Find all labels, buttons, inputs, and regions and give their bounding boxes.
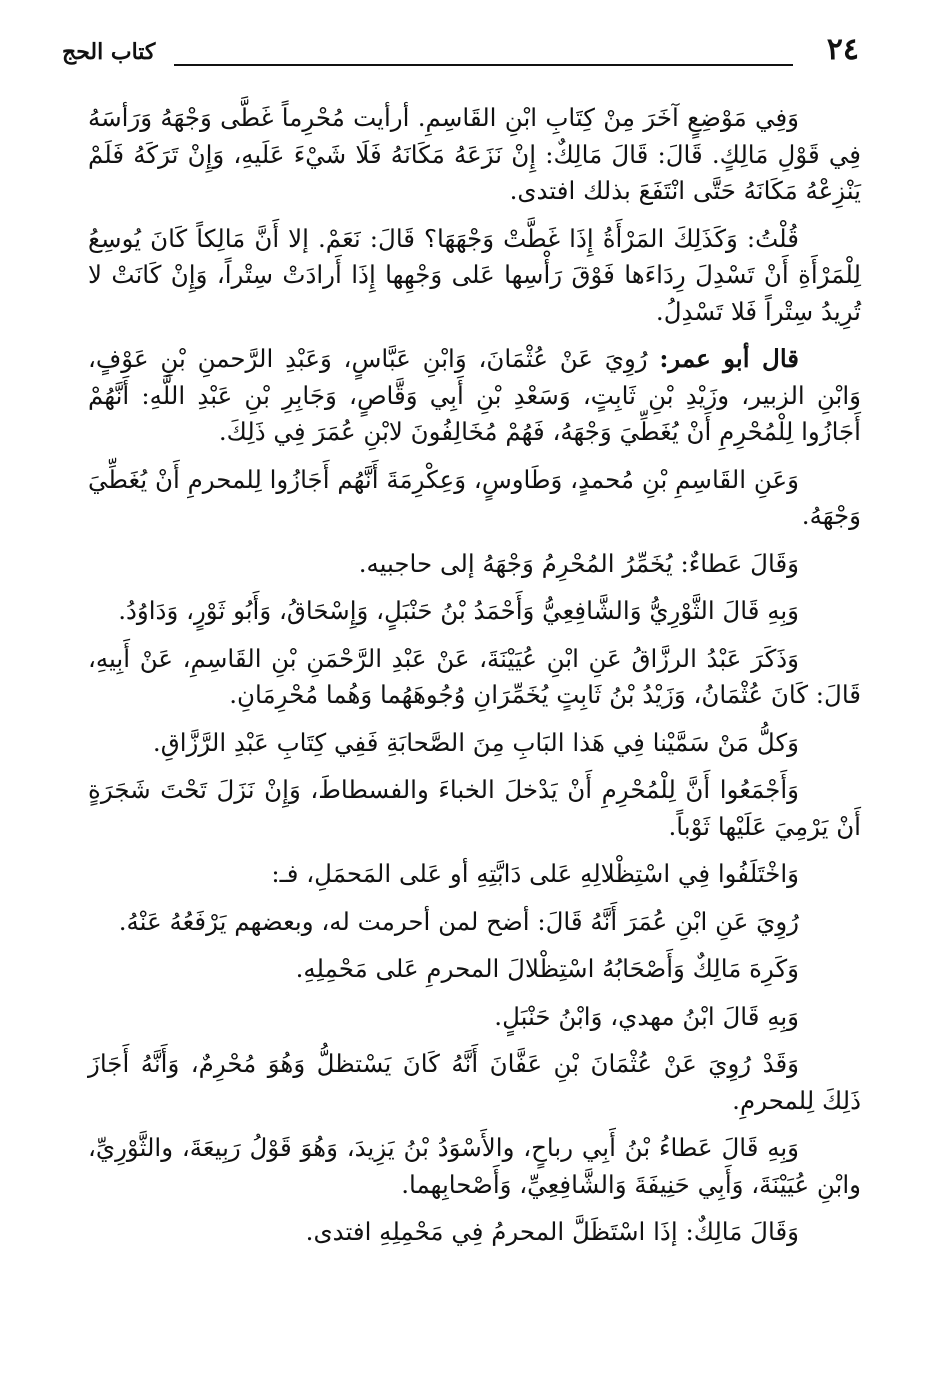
paragraph-text: وَفِي مَوْضِعٍ آخَرَ مِنْ كِتَابِ ابْنِ القَاسِمِ. أرأيت مُحْرِماً غَطَّى وَجْهَهُ وَرَأسَهُ فِي قَوْلِ مَالِكٍ. قَالَ: قَالَ مَالِكٌ: إِنْ نَزَعَهُ مَكَانَهُ فَلَا شَيْءَ عَلَيهِ، وَإِنْ تَرَكَهُ فَلَمْ يَنْزِعْهُ مَكَانَهُ حَتَّى انْتَفَعَ بذلك افتدى. (88, 103, 861, 205)
paragraph-text: وَقَدْ رُوِيَ عَنْ عُثْمَانَ بْنِ عَفَّانَ أَنَّهُ كَانَ يَسْتظلُّ وَهُوَ مُحْرِمٌ، وَأَنَّهُ أَجَازَ ذَلِكَ لِلمحرمِ. (88, 1049, 861, 1115)
paragraph (88, 1130, 861, 1203)
speaker-label: قال أبو عمر: (659, 344, 799, 373)
paragraph (88, 856, 861, 893)
header-rule (174, 64, 793, 66)
page-number: ٢٤ (826, 32, 859, 67)
paragraph-text: وَبِهِ قَالَ ابْنُ مهدي، وَابْنُ حَنْبَلٍ. (494, 1001, 799, 1031)
paragraph (88, 904, 861, 941)
paragraph (88, 1214, 861, 1251)
paragraph-text: قُلْتُ: وَكَذَلِكَ المَرْأَةُ إِذَا غَطَّتْ وَجْهَهَا؟ قَالَ: نَعَمْ. إلا أَنَّ مَالِكاً كَانَ يُوسِعُ لِلْمَرْأَةِ أَنْ تَسْدِلَ رِدَاءَها فَوْقَ رَأْسِها عَلى وَجْهِها إِذَا أَرادَتْ سِتْراً، وَإِنْ كَانَتْ لا تُرِيدُ سِتْراً فَلا تَسْدِلُ. (88, 223, 861, 326)
paragraph-text: وَذَكَرَ عَبْدُ الرزَّاقُ عَنِ ابْنِ عُيَيْنَةَ، عَنْ عَبْدِ الرَّحْمَنِ بْنِ القَاسِمِ، عَنْ أَبِيهِ، قَالَ: كَانَ عُثْمَانُ، وَزَيْدُ بْنُ ثَابِتٍ يُخَمِّرَانِ وُجُوهَهُما وَهُما مُحْرِمَانِ. (88, 643, 861, 709)
paragraph-text: وَقَالَ مَالِكٌ: إذَا اسْتَظَلَّ المحرمُ فِي مَحْمِلِهِ افتدى. (305, 1217, 799, 1246)
running-title: كتاب الحج (62, 39, 156, 65)
paragraph-text: رُوِيَ عَنْ عُثْمَانَ، وَابْنِ عَبَّاسٍ، وَعَبْدِ الرَّحمنِ بْنِ عَوْفٍ، وَابْنِ الزبير، وزَيْدِ بْنِ ثَابِتٍ، وَسَعْدِ بْنِ أَبِي وَقَّاصٍ، وَجَابِرِ بْنِ عَبْدِ اللَّهِ: أَنَّهُمْ أَجَازُوا لِلْمُحْرِمِ أَنْ يُغَطِّيَ وَجْهَهُ، فَهُمْ مُخَالِفُونَ لابْنِ عُمَرَ فِي ذَلِكَ. (88, 344, 862, 446)
paragraph (88, 593, 861, 630)
paragraph-text: وَأَجْمَعُوا أَنَّ لِلْمُحْرِمِ أَنْ يَدْخلَ الخباءَ والفسطاطَ، وَإِنْ نَزَلَ تَحْتَ شَجَرَةٍ أَنْ يَرْمِيَ عَلَيْها ثَوْباً. (88, 775, 861, 841)
paragraph (88, 772, 861, 845)
paragraph (88, 951, 861, 988)
paragraph (88, 999, 861, 1036)
paragraph-text: وَاخْتَلَفُوا فِي اسْتِظْلالِهِ عَلى دَابَّتِهِ أو عَلى المَحمَلِ، فـ: (271, 859, 799, 888)
paragraph (88, 221, 861, 331)
paragraph-text: وَقَالَ عَطاءٌ: يُخَمِّرُ المُحْرِمُ وَجْهَهُ إلى حاجبيه. (358, 548, 799, 578)
paragraph-text: وَكلُّ مَنْ سَمَّيْنا فِي هَذا البَابِ مِنَ الصَّحابَةِ فَفِي كِتَابِ عَبْدِ الرَّزَّاقِ. (152, 727, 799, 757)
paragraph-text: وَكَرِهَ مَالِكٌ وَأَصْحَابُهُ اسْتِظْلالَ المحرمِ عَلى مَحْمِلِهِ. (295, 954, 799, 983)
paragraph (88, 341, 861, 451)
paragraph (88, 725, 861, 762)
paragraph-text: وَبِهِ قَالَ عَطاءُ بْنُ أَبِي رباحٍ، والأَسْوَدُ بْنُ يَزِيدَ، وَهُوَ قَوْلُ رَبِيعَةَ، والثَّوْرِيِّ، وابْنِ عُيَيْنَةَ، وَأَبِي حَنِيفَةَ وَالشَّافِعِيِّ، وَأَصْحابِهما. (88, 1133, 861, 1199)
paragraph-text: وَعَنِ القَاسِمِ بْنِ مُحمدٍ، وَطَاوسٍ، وَعِكْرِمَةَ أَنَّهُم أَجَازُوا لِلمحرمِ أَنْ يُغَطِّيَ وَجْهَهُ. (88, 464, 861, 530)
page-body (88, 100, 861, 1262)
paragraph (88, 641, 861, 714)
paragraph-text: رُوِيَ عَنِ ابْنِ عُمَرَ أَنَّهُ قَالَ: أضح لمن أحرمت له، وبعضهم يَرْفَعُهُ عَنْهُ. (118, 906, 799, 936)
page-header (62, 30, 859, 70)
paragraph-text: وَبِهِ قَالَ الثَّوْرِيُّ وَالشَّافِعِيُّ وَأَحْمَدُ بْنُ حَنْبَلٍ، وَإِسْحَاقُ، وَأَبُو ثَوْرٍ، وَدَاوُدُ. (118, 596, 799, 625)
paragraph (88, 462, 861, 535)
paragraph (88, 546, 861, 583)
paragraph (88, 1046, 861, 1119)
paragraph (88, 100, 861, 210)
